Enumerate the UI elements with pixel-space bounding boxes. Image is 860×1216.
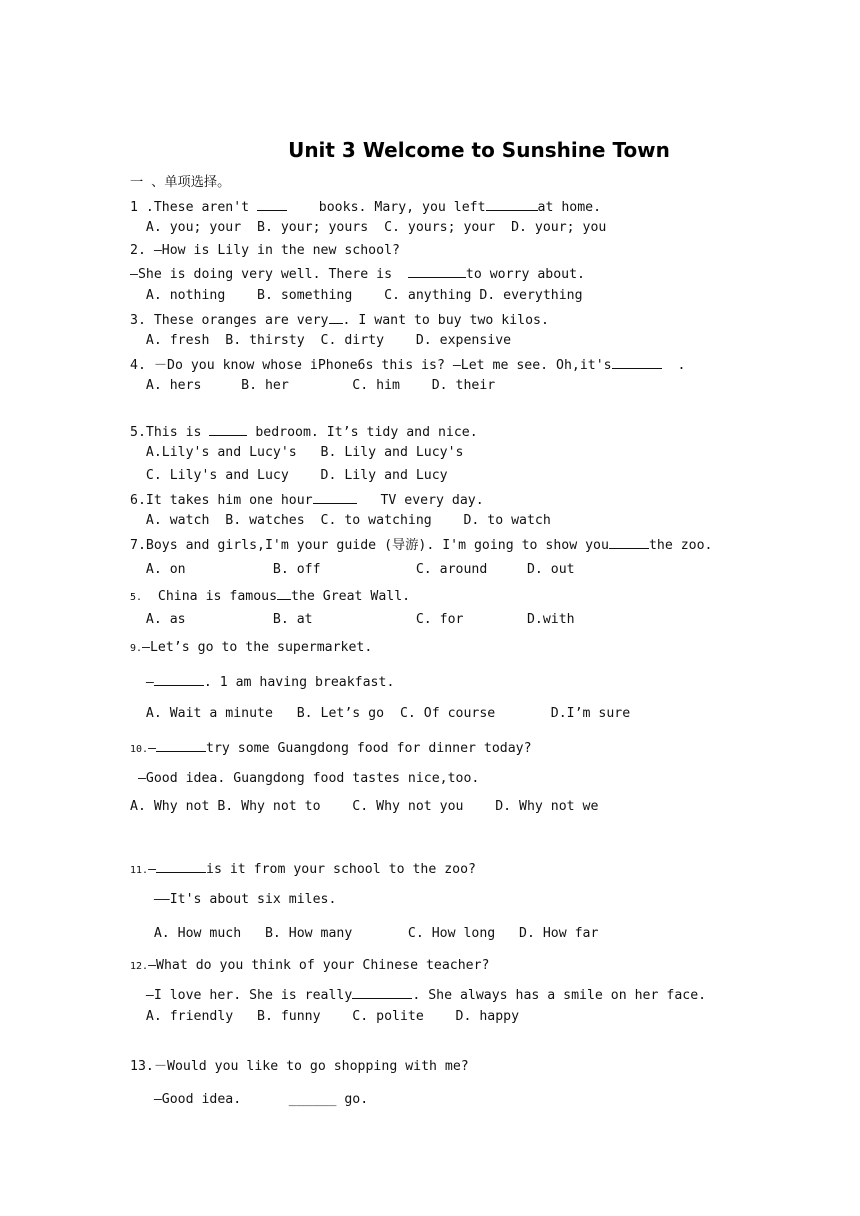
question-4: 4. －Do you know whose iPhone6s this is? —Let me see. Oh,it's . xyxy=(130,355,685,375)
question-13-line2: —Good idea. ______ go. xyxy=(130,1092,369,1107)
question-10-line2: —Good idea. Guangdong food tastes nice,too. xyxy=(130,771,480,786)
question-2-line2: —She is doing very well. There is to worry about. xyxy=(130,264,585,284)
question-1-options: A. you; your B. your; yours C. yours; your D. your; you xyxy=(130,220,607,235)
question-5: 5.This is bedroom. It’s tidy and nice. xyxy=(130,422,478,442)
question-13: 13.－Would you like to go shopping with me? xyxy=(130,1059,469,1074)
question-8-options: A. as B. at C. for D.with xyxy=(130,612,575,627)
question-6-options: A. watch B. watches C. to watching D. to watch xyxy=(130,513,551,528)
question-2: 2. —How is Lily in the new school? xyxy=(130,243,400,258)
question-3: 3. These oranges are very . I want to buy two kilos. xyxy=(130,310,549,330)
question-5-options-2: C. Lily's and Lucy D. Lily and Lucy xyxy=(130,468,448,483)
question-8: 5. China is famous the Great Wall. xyxy=(130,586,410,607)
question-12-options: A. friendly B. funny C. polite D. happy xyxy=(130,1009,520,1024)
question-10: 10.— try some Guangdong food for dinner today? xyxy=(130,738,532,759)
page-title: Unit 3 Welcome to Sunshine Town xyxy=(288,138,670,162)
section-heading: 一 、单项选择。 xyxy=(130,175,231,190)
question-9-line2: — . 1 am having breakfast. xyxy=(130,672,394,692)
question-12-line2: —I love her. She is really . She always has a smile on her face. xyxy=(130,985,706,1005)
question-10-options: A. Why not B. Why not to C. Why not you D. Why not we xyxy=(130,799,599,814)
question-2-options: A. nothing B. something C. anything D. everything xyxy=(130,288,583,303)
question-7: 7.Boys and girls,I'm your guide (导游). I'm going to show you the zoo. xyxy=(130,535,712,555)
question-4-options: A. hers B. her C. him D. their xyxy=(130,378,496,393)
question-11-line2: ——It's about six miles. xyxy=(130,892,337,907)
question-9-options: A. Wait a minute B. Let’s go C. Of course D.I’m sure xyxy=(130,706,631,721)
question-9: 9.—Let’s go to the supermarket. xyxy=(130,640,373,655)
question-3-options: A. fresh B. thirsty C. dirty D. expensive xyxy=(130,333,512,348)
question-1: 1 .These aren't books. Mary, you left at home. xyxy=(130,197,601,217)
question-11-options: A. How much B. How many C. How long D. How far xyxy=(130,926,599,941)
question-7-options: A. on B. off C. around D. out xyxy=(130,562,575,577)
question-12: 12.—What do you think of your Chinese teacher? xyxy=(130,958,490,973)
question-5-options-1: A.Lily's and Lucy's B. Lily and Lucy's xyxy=(130,445,464,460)
question-6: 6.It takes him one hour TV every day. xyxy=(130,490,484,510)
question-11: 11.— is it from your school to the zoo? xyxy=(130,859,476,880)
